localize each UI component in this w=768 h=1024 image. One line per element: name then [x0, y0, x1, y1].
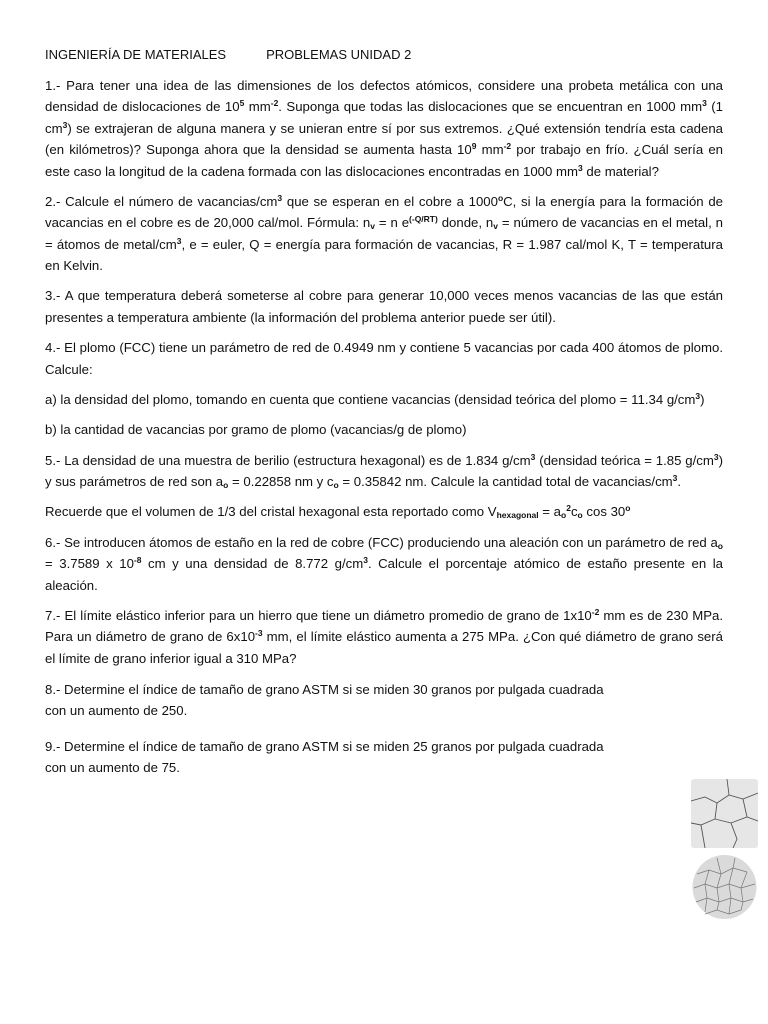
problem-7: 7.- El límite elástico inferior para un hierro que tiene un diámetro promedio de grano de $1x10^{-2}$ mm es de 230 MPa. Para un diámetro de grano de $6x10^{-3}$ mm, el límite elástico aumenta a 275 MPa. ¿Con qué diámetro de grano será el límite de grano inferior igual a 310 MPa?: [45, 606, 724, 666]
problem-5-note: Recuerde que el volumen de 1/3 del cristal hexagonal esta reportado como $V_{hexagonal} = a_o^2c_o$ cos 30$^o$: [45, 503, 631, 521]
problem-1: 1.- Para tener una idea de las dimensiones de los defectos atómicos, considere una probeta metálica con una densidad de dislocaciones de $10^5$ $mm^{-2}$. Suponga que todas las dislocaciones que se encuentran en 1000 $mm^3$ (1 $cm^3$) se extrajeran de alguna manera y se unieran entre sí por sus extremos. ¿Qué extensión tendría esta cadena (en kilómetros)? Suponga ahora que la densidad se aumenta hasta $10^9$ $mm^{-2}$ por trabajo en frío. ¿Cuál sería en este caso la longitud de la cadena formada con las dislocaciones encontradas en 1000 $mm^3$ de material?: [45, 78, 723, 179]
unit-title: PROBLEMAS UNIDAD 2: [266, 47, 412, 62]
grain-micrograph-fine-image: [691, 852, 758, 921]
problem-8: 8.- Determine el índice de tamaño de grano ASTM si se miden 30 granos por pulgada cuadrada con un aumento de 250.: [45, 682, 604, 719]
micrograph-coarse-svg: [691, 779, 758, 848]
problem-9: 9.- Determine el índice de tamaño de grano ASTM si se miden 25 granos por pulgada cuadrada con un aumento de 75.: [45, 738, 604, 776]
document-page: [45, 44, 723, 788]
problem-4b: b) la cantidad de vacancias por gramo de plomo (vacancias/g de plomo): [45, 422, 467, 438]
course-title: INGENIERÍA DE MATERIALES: [45, 47, 227, 62]
grain-micrograph-coarse-image: [691, 779, 758, 848]
problem-2: 2.- Calcule el número de vacancias/$cm^3$ que se esperan en el cobre a 1000$^o$C, si la energía para la formación de vacancias en el cobre es de 20,000 cal/mol. Fórmula: $n_v = n$ $e^{(-Q/RT)}$ donde, $n_v$ = número de vacancias en el metal, n = átomos de metal/$cm^3$, e = euler, Q = energía para formación de vacancias, R = 1.987 cal/mol K, T = temperatura en Kelvin.: [45, 192, 723, 274]
problem-4a: a) la densidad del plomo, tomando en cuenta que contiene vacancias (densidad teórica del plomo = 11.34 $g/cm^3$): [45, 390, 705, 407]
document-header: [45, 44, 723, 65]
micrograph-fine-svg: [691, 852, 758, 921]
problem-6: 6.- Se introducen átomos de estaño en la red de cobre (FCC) produciendo una aleación con un parámetro de red $a_o = 3.7589$ x $10^{-8}$ cm y una densidad de 8.772 $g/cm^3$. Calcule el porcentaje atómico de estaño presente en la aleación.: [45, 534, 723, 593]
problem-3: 3.- A que temperatura deberá someterse al cobre para generar 10,000 veces menos vacancias de las que están presentes a temperatura ambiente (la información del problema anterior puede ser útil).: [45, 288, 723, 325]
problem-4: 4.- El plomo (FCC) tiene un parámetro de red de 0.4949 nm y contiene 5 vacancias por cada 400 átomos de plomo. Calcule:: [45, 340, 723, 377]
problem-5: 5.- La densidad de una muestra de berilio (estructura hexagonal) es de 1.834 $g/cm^3$ (densidad teórica = 1.85 $g/cm^3$) y sus parámetros de red son $a_o = 0.22858$ nm y $c_o = 0.35842$ nm. Calcule la cantidad total de vacancias/$cm^3$.: [45, 451, 723, 491]
